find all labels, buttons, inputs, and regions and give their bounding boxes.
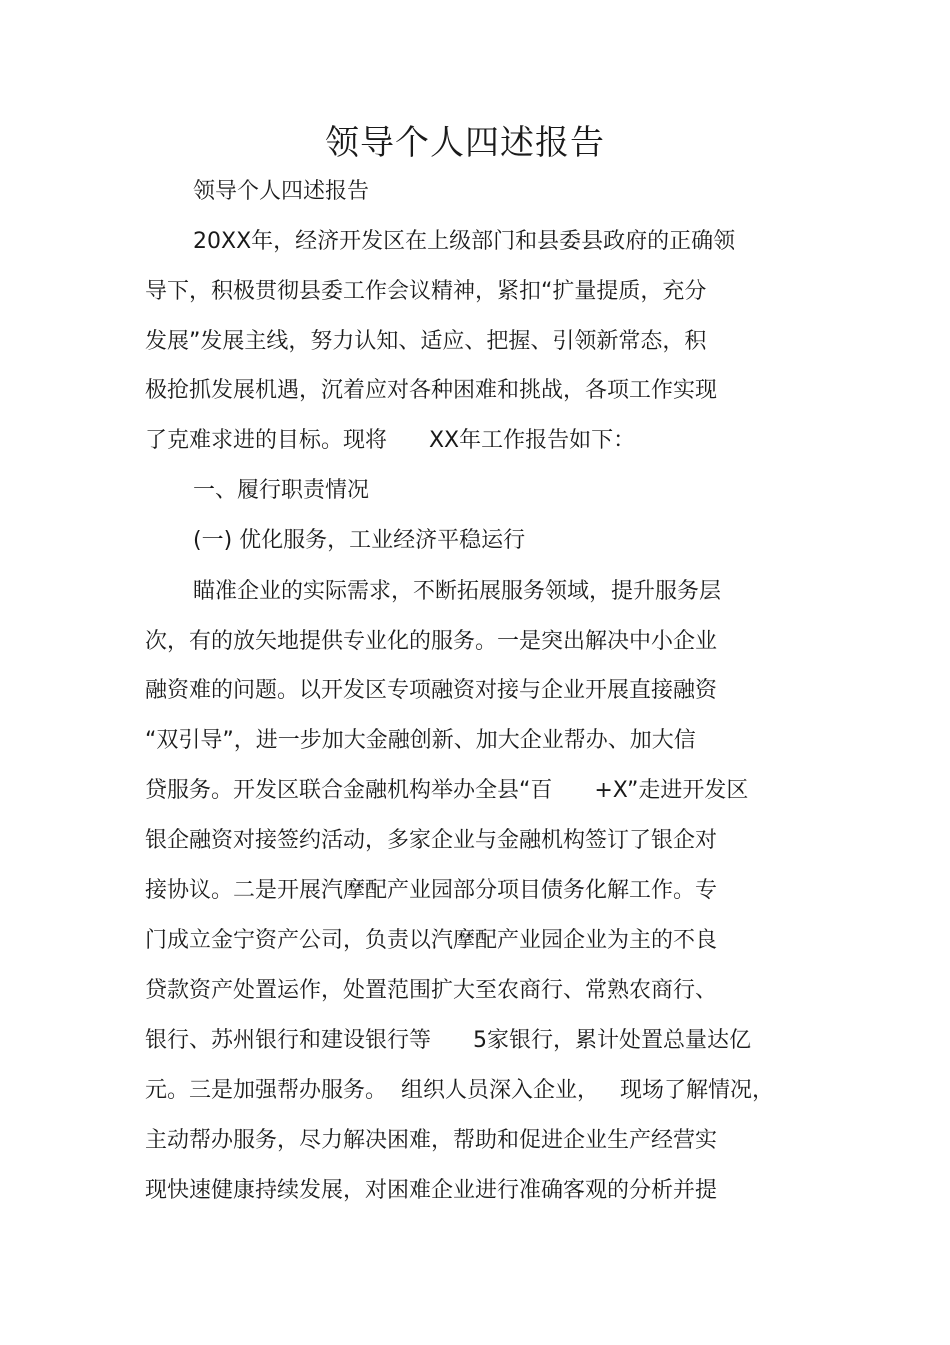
subsection-heading: (一) 优化服务，工业经济平稳运行 bbox=[193, 528, 526, 553]
body-line: 银行、苏州银行和建设银行等 5家银行，累计处置总量达亿 bbox=[145, 1028, 751, 1053]
body-line: 次，有的放矢地提供专业化的服务。一是突出解决中小企业 bbox=[145, 629, 718, 654]
section-heading: 一、履行职责情况 bbox=[193, 478, 370, 503]
body-line: 门成立金宁资产公司，负责以汽摩配产业园企业为主的不良 bbox=[145, 928, 718, 953]
body-line: 了克难求进的目标。现将 XX年工作报告如下： bbox=[145, 428, 636, 453]
body-line: 元。三是加强帮办服务。 组织人员深入企业， 现场了解情况， bbox=[145, 1078, 774, 1103]
body-line: 融资难的问题。以开发区专项融资对接与企业开展直接融资 bbox=[145, 678, 718, 703]
body-line: 20XX年，经济开发区在上级部门和县委县政府的正确领 bbox=[193, 229, 736, 254]
body-line: 瞄准企业的实际需求，不断拓展服务领域，提升服务层 bbox=[193, 579, 722, 604]
body-line: 现快速健康持续发展，对困难企业进行准确客观的分析并提 bbox=[145, 1178, 718, 1203]
body-line: 导下，积极贯彻县委工作会议精神，紧扣“扩量提质，充分 bbox=[145, 279, 707, 304]
body-line: 银企融资对接签约活动，多家企业与金融机构签订了银企对 bbox=[145, 828, 718, 853]
body-line: 发展”发展主线，努力认知、适应、把握、引领新常态，积 bbox=[145, 329, 707, 354]
document-title: 领导个人四述报告 bbox=[325, 123, 605, 163]
body-line: 接协议。二是开展汽摩配产业园部分项目债务化解工作。专 bbox=[145, 878, 718, 903]
body-line: 极抢抓发展机遇，沉着应对各种困难和挑战，各项工作实现 bbox=[145, 378, 718, 403]
subtitle-line: 领导个人四述报告 bbox=[193, 179, 370, 204]
body-line: 贷服务。开发区联合金融机构举办全县“百 +X”走进开发区 bbox=[145, 778, 749, 803]
body-line: 贷款资产处置运作，处置范围扩大至农商行、常熟农商行、 bbox=[145, 978, 718, 1003]
body-line: 主动帮办服务，尽力解决困难，帮助和促进企业生产经营实 bbox=[145, 1128, 718, 1153]
body-line: “双引导”，进一步加大金融创新、加大企业帮办、加大信 bbox=[145, 728, 696, 753]
